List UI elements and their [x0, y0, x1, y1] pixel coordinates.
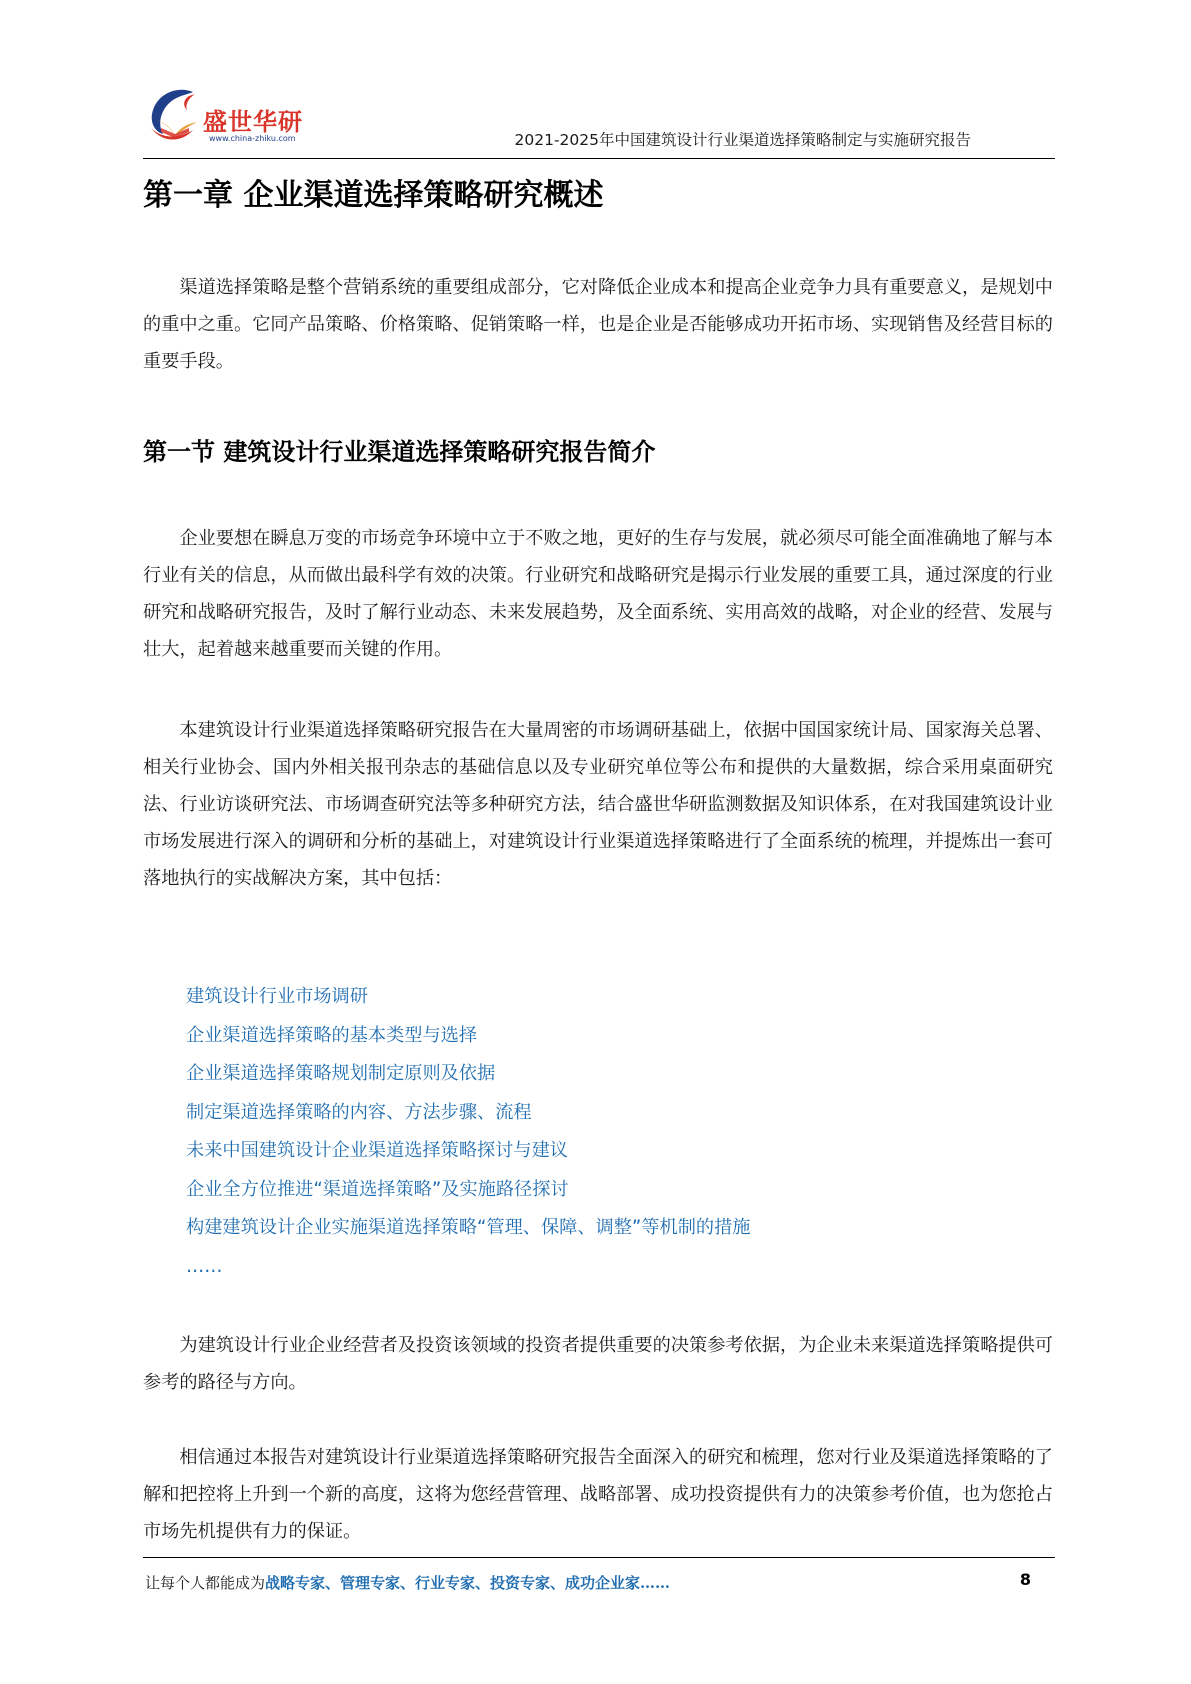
section-paragraph-2: 本建筑设计行业渠道选择策略研究报告在大量周密的市场调研基础上，依据中国国家统计局、国家海关总署、相关行业协会、国内外相关报刊杂志的基础信息以及专业研究单位等公布和提供的大量数据，综合采用桌面研究法、行业访谈研究法、市场调查研究法等多种研究方法，结合盛世华研监测数据及知识体系，在对我国建筑设计业市场发展进行深入的调研和分析的基础上，对建筑设计行业渠道选择策略进行了全面系统的梳理，并提炼出一套可落地执行的实战解决方案，其中包括：: [143, 720, 1053, 889]
topic-list: [186, 978, 750, 1286]
section-title: 第一节 建筑设计行业渠道选择策略研究报告简介: [143, 438, 656, 466]
slogan-prefix: 让每个人都能成为: [145, 1574, 266, 1592]
topic-item: 构建建筑设计企业实施渠道选择策略“管理、保障、调整”等机制的措施: [186, 1217, 751, 1238]
topic-item: 建筑设计行业市场调研: [186, 986, 368, 1007]
footer-slogan: [145, 1572, 670, 1593]
topic-ellipsis: ……: [186, 1255, 223, 1277]
topic-item: 企业渠道选择策略规划制定原则及依据: [186, 1063, 496, 1084]
company-logo: [143, 84, 343, 150]
section-paragraph-4: 相信通过本报告对建筑设计行业渠道选择策略研究报告全面深入的研究和梳理，您对行业及渠道选择策略的了解和把控将上升到一个新的高度，这将为您经营管理、战略部署、成功投资提供有力的决策参考价值，也为您抢占市场先机提供有力的保证。: [143, 1447, 1053, 1542]
chapter-title: 第一章 企业渠道选择策略研究概述: [143, 178, 604, 213]
section-paragraph-1: 企业要想在瞬息万变的市场竞争环境中立于不败之地，更好的生存与发展，就必须尽可能全面准确地了解与本行业有关的信息，从而做出最科学有效的决策。行业研究和战略研究是揭示行业发展的重要工具，通过深度的行业研究和战略研究报告，及时了解行业动态、未来发展趋势，及全面系统、实用高效的战略，对企业的经营、发展与壮大，起着越来越重要而关键的作用。: [143, 528, 1053, 660]
topic-item: 企业全方位推进“渠道选择策略”及实施路径探讨: [186, 1178, 569, 1200]
slogan-roles: 战略专家、管理专家、行业专家、投资专家、成功企业家……: [265, 1574, 671, 1592]
report-title: 2021-2025年中国建筑设计行业渠道选择策略制定与实施研究报告: [514, 131, 971, 149]
page-header: [143, 80, 1055, 159]
logo-emblem-icon: [143, 84, 207, 148]
topic-item: 企业渠道选择策略的基本类型与选择: [186, 1024, 478, 1046]
topic-item: 制定渠道选择策略的内容、方法步骤、流程: [186, 1101, 532, 1123]
logo-url: www.china-zhiku.com: [209, 134, 296, 143]
page-number: 8: [1019, 1570, 1031, 1589]
page-footer: [143, 1557, 1055, 1608]
section-paragraph-3: 为建筑设计行业企业经营者及投资该领域的投资者提供重要的决策参考依据，为企业未来渠道选择策略提供可参考的路径与方向。: [143, 1335, 1053, 1393]
logo-name: 盛世华研: [203, 108, 303, 136]
topic-item: 未来中国建筑设计企业渠道选择策略探讨与建议: [186, 1140, 568, 1161]
chapter-intro-paragraph: 渠道选择策略是整个营销系统的重要组成部分，它对降低企业成本和提高企业竞争力具有重要意义，是规划中的重中之重。它同产品策略、价格策略、促销策略一样，也是企业是否能够成功开拓市场、实现销售及经营目标的重要手段。: [143, 277, 1053, 372]
